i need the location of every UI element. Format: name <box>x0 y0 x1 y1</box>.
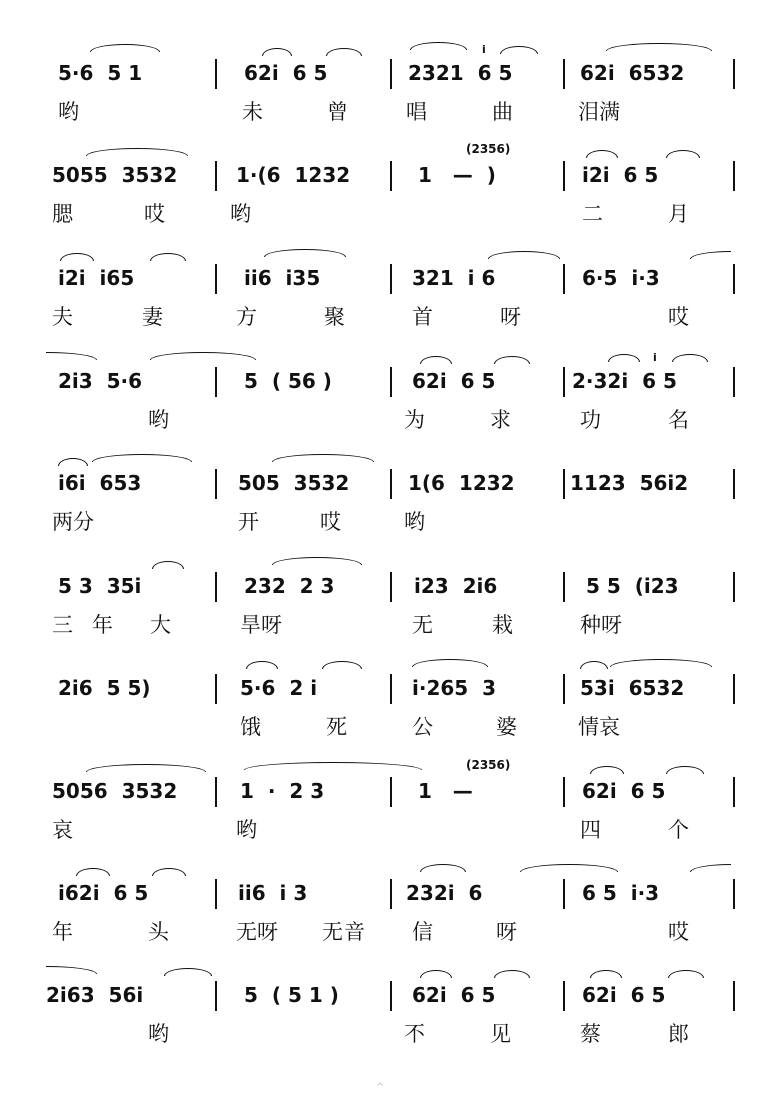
lyric: 未 <box>242 100 263 124</box>
notation-text: 1·(6 1232 <box>236 163 351 187</box>
ornament-text: (2356) <box>466 758 511 772</box>
lyric: 四 <box>580 818 601 842</box>
lyric: 情哀 <box>578 715 620 739</box>
notation-text: 505 3532 <box>238 471 350 495</box>
score-system-2 <box>0 142 772 244</box>
lyric: 哎 <box>668 305 689 329</box>
notation-text: 62i 6532 <box>580 61 685 85</box>
lyric: 泪满 <box>578 100 620 124</box>
notation-text: 1123 56i2 <box>570 471 689 495</box>
notation-text: 6·5 i·3 <box>582 266 660 290</box>
lyric: 旱呀 <box>240 613 282 637</box>
score-system-3 <box>0 245 772 347</box>
score-system-8 <box>0 758 772 860</box>
lyric: 夫 <box>52 305 73 329</box>
lyric: 个 <box>668 818 689 842</box>
notation-text: 5055 3532 <box>52 163 178 187</box>
lyric: 哟 <box>404 510 425 534</box>
notation-text: 2i6 5 5) <box>58 676 151 700</box>
grace-note: i <box>482 43 486 56</box>
notation-text: i2i i65 <box>58 266 135 290</box>
lyric: 聚 <box>324 305 345 329</box>
notation-text: 2·32i 6 5 <box>572 369 677 393</box>
lyric: 功 <box>580 408 601 432</box>
score-system-5 <box>0 450 772 552</box>
notation-text: 62i 6 5 <box>412 369 496 393</box>
score-system-6 <box>0 553 772 655</box>
notation-text: 1 — <box>418 779 473 803</box>
notation-text: 1 · 2 3 <box>240 779 325 803</box>
lyric: 曾 <box>327 100 348 124</box>
lyric: 哎 <box>144 202 165 226</box>
lyric: 无呀 <box>236 920 278 944</box>
notation-text: 5 5 (i23 <box>586 574 679 598</box>
lyric: 不 <box>404 1022 425 1046</box>
lyric: 郎 <box>668 1022 689 1046</box>
notation-text: 232i 6 <box>406 881 483 905</box>
lyric: 哟 <box>148 408 169 432</box>
notation-text: ii6 i35 <box>244 266 321 290</box>
notation-text: 6 5 i·3 <box>582 881 660 905</box>
ornament-text: (2356) <box>466 142 511 156</box>
lyric: 首 <box>412 305 433 329</box>
lyric: 无 <box>322 920 343 944</box>
notation-text: 2321 6 5 <box>408 61 513 85</box>
lyric: 哟 <box>58 100 79 124</box>
lyric: 公 <box>412 715 433 739</box>
lyric: 开 <box>238 510 259 534</box>
lyric: 唱 <box>406 100 427 124</box>
notation-text: 1 — ) <box>418 163 496 187</box>
lyric: 三 <box>52 613 73 637</box>
lyric: 饿 <box>240 715 261 739</box>
lyric: 哎 <box>320 510 341 534</box>
lyric: 无 <box>412 613 433 637</box>
lyric: 哎 <box>668 920 689 944</box>
lyric: 妻 <box>142 305 163 329</box>
notation-text: 5 ( 56 ) <box>244 369 332 393</box>
lyric: 腮 <box>52 202 73 226</box>
lyric: 年 <box>52 920 73 944</box>
notation-text: i·265 3 <box>412 676 497 700</box>
lyric: 曲 <box>492 100 513 124</box>
lyric: 年 <box>92 613 113 637</box>
notation-text: 5 3 35i <box>58 574 142 598</box>
notation-text: 232 2 3 <box>244 574 335 598</box>
lyric: 哟 <box>148 1022 169 1046</box>
lyric: 名 <box>668 408 689 432</box>
lyric: 哟 <box>230 202 251 226</box>
lyric: 哟 <box>236 818 257 842</box>
lyric: 信 <box>412 920 433 944</box>
lyric: 大 <box>150 613 171 637</box>
notation-text: 62i 6 5 <box>582 779 666 803</box>
notation-text: 321 i 6 <box>412 266 496 290</box>
lyric: 两分 <box>52 510 94 534</box>
notation-text: i2i 6 5 <box>582 163 659 187</box>
lyric: 求 <box>490 408 511 432</box>
score-system-1 <box>0 40 772 142</box>
lyric: 死 <box>326 715 347 739</box>
lyric: 呀 <box>500 305 521 329</box>
lyric: 见 <box>490 1022 511 1046</box>
lyric: 二 <box>582 202 603 226</box>
notation-text: 62i 6 5 <box>412 983 496 1007</box>
score-system-9 <box>0 860 772 962</box>
lyric: 呀 <box>496 920 517 944</box>
lyric: 为 <box>404 408 425 432</box>
score-system-7 <box>0 655 772 757</box>
notation-text: 5 ( 5 1 ) <box>244 983 339 1007</box>
notation-text: i6i 653 <box>58 471 142 495</box>
lyric: 方 <box>236 305 257 329</box>
notation-text: 62i 6 5 <box>582 983 666 1007</box>
notation-text: 53i 6532 <box>580 676 685 700</box>
grace-note: i <box>653 351 657 364</box>
footer-mark: ^ <box>376 1082 385 1093</box>
score-system-10 <box>0 962 772 1064</box>
notation-text: 5·6 5 1 <box>58 61 143 85</box>
notation-text: 2i3 5·6 <box>58 369 143 393</box>
score-system-4 <box>0 348 772 450</box>
notation-text: 62i 6 5 <box>244 61 328 85</box>
lyric: 种呀 <box>580 613 622 637</box>
notation-text: ii6 i 3 <box>238 881 308 905</box>
lyric: 月 <box>668 202 689 226</box>
notation-text: 1(6 1232 <box>408 471 515 495</box>
notation-text: i62i 6 5 <box>58 881 149 905</box>
lyric: 蔡 <box>580 1022 601 1046</box>
notation-text: i23 2i6 <box>414 574 498 598</box>
lyric: 头 <box>148 920 169 944</box>
notation-text: 5056 3532 <box>52 779 178 803</box>
notation-text: 2i63 56i <box>46 983 144 1007</box>
notation-text: 5·6 2 i <box>240 676 318 700</box>
lyric: 栽 <box>492 613 513 637</box>
lyric: 婆 <box>496 715 517 739</box>
lyric: 哀 <box>52 818 73 842</box>
lyric: 音 <box>344 920 365 944</box>
